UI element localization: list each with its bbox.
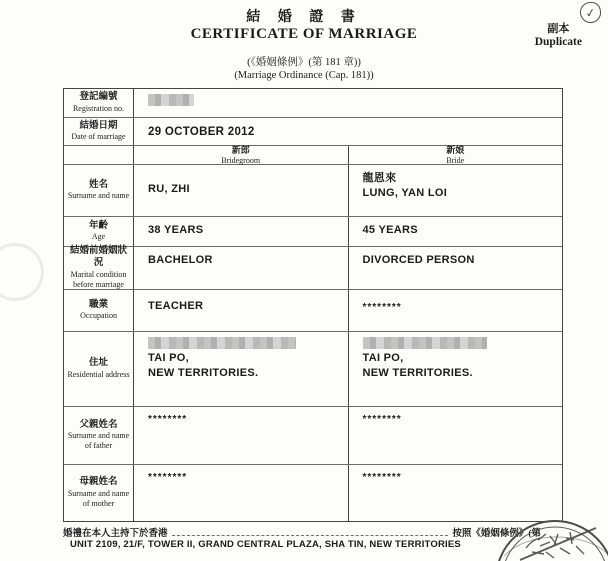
age-label-zh: 年齡 [88, 220, 108, 231]
bridegroom-father-name: ******** [148, 414, 188, 425]
bridegroom-name: RU, ZHI [148, 183, 190, 195]
bride-name-zh: 龍恩來 [362, 172, 397, 184]
celebrant-declaration-zh: 婚禮在本人主持下於香港 [63, 529, 168, 539]
bride-age: 45 YEARS [348, 217, 563, 246]
name-label [64, 165, 134, 216]
bridegroom-header-en: Bridegroom [221, 155, 261, 165]
registration-label [64, 89, 134, 117]
date-of-marriage-row [64, 117, 562, 145]
ordinance-chinese: (《婚姻條例》(第 181 章)) [247, 57, 361, 68]
address-label [64, 332, 134, 406]
occupation-label-zh: 職業 [88, 299, 108, 310]
bride-address-cell [348, 332, 563, 406]
bride-header-zh: 新娘 [446, 145, 465, 156]
registration-label-zh: 登記編號 [79, 92, 118, 103]
redacted-bride-address-line [363, 337, 487, 349]
duplicate-label-zh: 副本 [547, 23, 570, 35]
bridegroom-column-header [134, 146, 348, 164]
occupation-label-en: Occupation [80, 311, 117, 321]
official-round-stamp [486, 518, 608, 561]
bride-name-en: LUNG, YAN LOI [362, 186, 448, 199]
father-label-en: Surname and name of father [67, 431, 130, 451]
marital-condition-row [64, 246, 562, 289]
ordinance-english: (Marriage Ordinance (Cap. 181)) [234, 70, 374, 81]
age-row [64, 216, 562, 246]
mother-label [64, 465, 134, 521]
bridegroom-mother-name: ******** [148, 472, 188, 483]
father-name-row [64, 406, 562, 464]
mother-label-en: Surname and name of mother [67, 488, 130, 508]
bridegroom-address-cell [134, 332, 348, 406]
registration-value-cell [134, 89, 562, 117]
bride-header-en: Bride [446, 155, 465, 165]
occupation-label [64, 290, 134, 331]
bride-name-cell [348, 165, 563, 216]
bride-occupation: ******** [348, 290, 563, 331]
celebrant-declaration-line [63, 525, 541, 539]
mother-label-zh: 母親姓名 [79, 477, 118, 488]
bridegroom-age: 38 YEARS [148, 224, 204, 236]
party-header-spacer [64, 146, 134, 164]
scan-artifact-circle [0, 243, 44, 301]
redacted-bridegroom-address-line [148, 337, 296, 349]
date-of-marriage-value: 29 OCTOBER 2012 [148, 126, 255, 138]
bridegroom-header-zh: 新郎 [231, 145, 250, 156]
bridegroom-address-line1: TAI PO, [148, 352, 190, 364]
name-row [64, 164, 562, 216]
address-label-zh: 住址 [88, 358, 108, 369]
date-label-zh: 結婚日期 [79, 120, 118, 131]
address-label-en: Residential address [67, 369, 130, 379]
name-label-en: Surname and name [67, 191, 130, 201]
party-column-header-row [64, 145, 562, 164]
father-label-zh: 父親姓名 [79, 419, 118, 430]
marital-label [64, 247, 134, 289]
title-english: CERTIFICATE OF MARRIAGE [190, 26, 418, 42]
certificate-table [63, 88, 563, 522]
marital-label-en: Marital condition before marriage [70, 269, 127, 289]
bride-column-header [348, 146, 563, 164]
occupation-row [64, 289, 562, 331]
bride-address-line2: NEW TERRITORIES. [362, 366, 473, 379]
bridegroom-occupation: TEACHER [148, 300, 204, 312]
certificate-header [0, 6, 608, 81]
residential-address-row [64, 331, 562, 406]
date-label-en: Date of marriage [71, 132, 126, 142]
mother-name-row [64, 464, 562, 521]
bridegroom-address-line2: NEW TERRITORIES. [148, 366, 259, 379]
check-icon: ✓ [584, 4, 597, 21]
redacted-registration-number [148, 94, 194, 106]
fill-in-dashed-line [172, 535, 449, 536]
title-chinese: 結 婚 證 書 [246, 10, 362, 25]
name-label-zh: 姓名 [88, 179, 108, 190]
registration-label-en: Registration no. [72, 103, 125, 113]
date-label [64, 118, 134, 145]
marriage-venue-address: UNIT 2109, 21/F, TOWER II, GRAND CENTRAL PLAZA, SHA TIN, NEW TERRITORIES [70, 539, 461, 550]
father-label [64, 407, 134, 464]
age-label-en: Age [91, 232, 106, 242]
bride-address-line1: TAI PO, [362, 352, 404, 364]
duplicate-label-en: Duplicate [534, 36, 582, 48]
bride-mother-name: ******** [348, 465, 563, 521]
bride-marital-condition: DIVORCED PERSON [348, 247, 563, 289]
marital-label-zh: 結婚前婚姻狀況 [69, 246, 127, 268]
registration-row [64, 89, 562, 117]
age-label [64, 217, 134, 246]
bride-father-name: ******** [348, 407, 563, 464]
bridegroom-marital-condition: BACHELOR [148, 254, 213, 266]
ordinance-reference-zh: 按照《婚姻條例》(第 [452, 529, 541, 539]
